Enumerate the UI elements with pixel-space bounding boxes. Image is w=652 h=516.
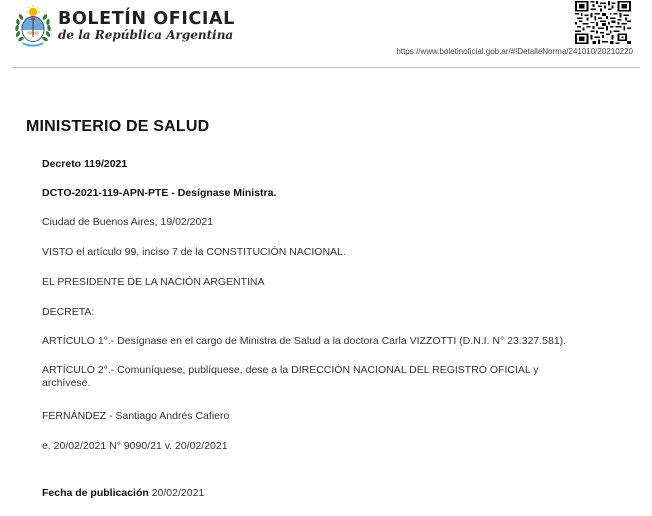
decree-number: Decreto 119/2021 bbox=[42, 158, 128, 170]
page-header bbox=[0, 0, 652, 68]
signature-cosigner: - Santiago Andrés Cafiero bbox=[106, 410, 230, 422]
signature-name: FERNÁNDEZ bbox=[42, 410, 107, 422]
argentina-coat-of-arms-icon bbox=[13, 4, 53, 48]
brand bbox=[58, 9, 235, 43]
publication-date bbox=[42, 487, 204, 500]
president-heading: EL PRESIDENTE DE LA NACIÓN ARGENTINA bbox=[42, 276, 265, 288]
decreta-heading: DECRETA: bbox=[42, 306, 95, 318]
place-date: Ciudad de Buenos Aires, 19/02/2021 bbox=[42, 216, 214, 228]
edition-line: e. 20/02/2021 N° 9090/21 v. 20/02/2021 bbox=[42, 440, 228, 452]
article-1: ARTÍCULO 1°.- Desígnase en el cargo de Ministra de Salud a la doctora Carla VIZZOTTI (D.N.I. N° 23.327.581). bbox=[42, 335, 567, 347]
ministry-title: MINISTERIO DE SALUD bbox=[26, 118, 210, 135]
visto-paragraph: VISTO el artículo 99, inciso 7 de la CONSTITUCIÓN NACIONAL. bbox=[42, 246, 346, 258]
brand-title: BOLETÍN OFICIAL bbox=[58, 9, 235, 29]
publication-date-label: Fecha de publicación bbox=[42, 487, 149, 499]
publication-date-value: 20/02/2021 bbox=[148, 487, 205, 499]
brand-subtitle: de la República Argentina bbox=[58, 28, 234, 42]
signature bbox=[42, 410, 229, 423]
article-2: ARTÍCULO 2°.- Comuníquese, publíquese, dese a la DIRECCIÓN NACIONAL DEL REGISTRO OFICIAL y archívese. bbox=[42, 364, 539, 389]
header-divider bbox=[12, 67, 640, 68]
document-url[interactable]: https://www.boletinoficial.gob.ar/#!DetalleNorma/241010/20210220 bbox=[396, 47, 633, 56]
qr-code-icon bbox=[575, 1, 631, 44]
decree-code: DCTO-2021-119-APN-PTE - Desígnase Ministra. bbox=[42, 187, 277, 199]
